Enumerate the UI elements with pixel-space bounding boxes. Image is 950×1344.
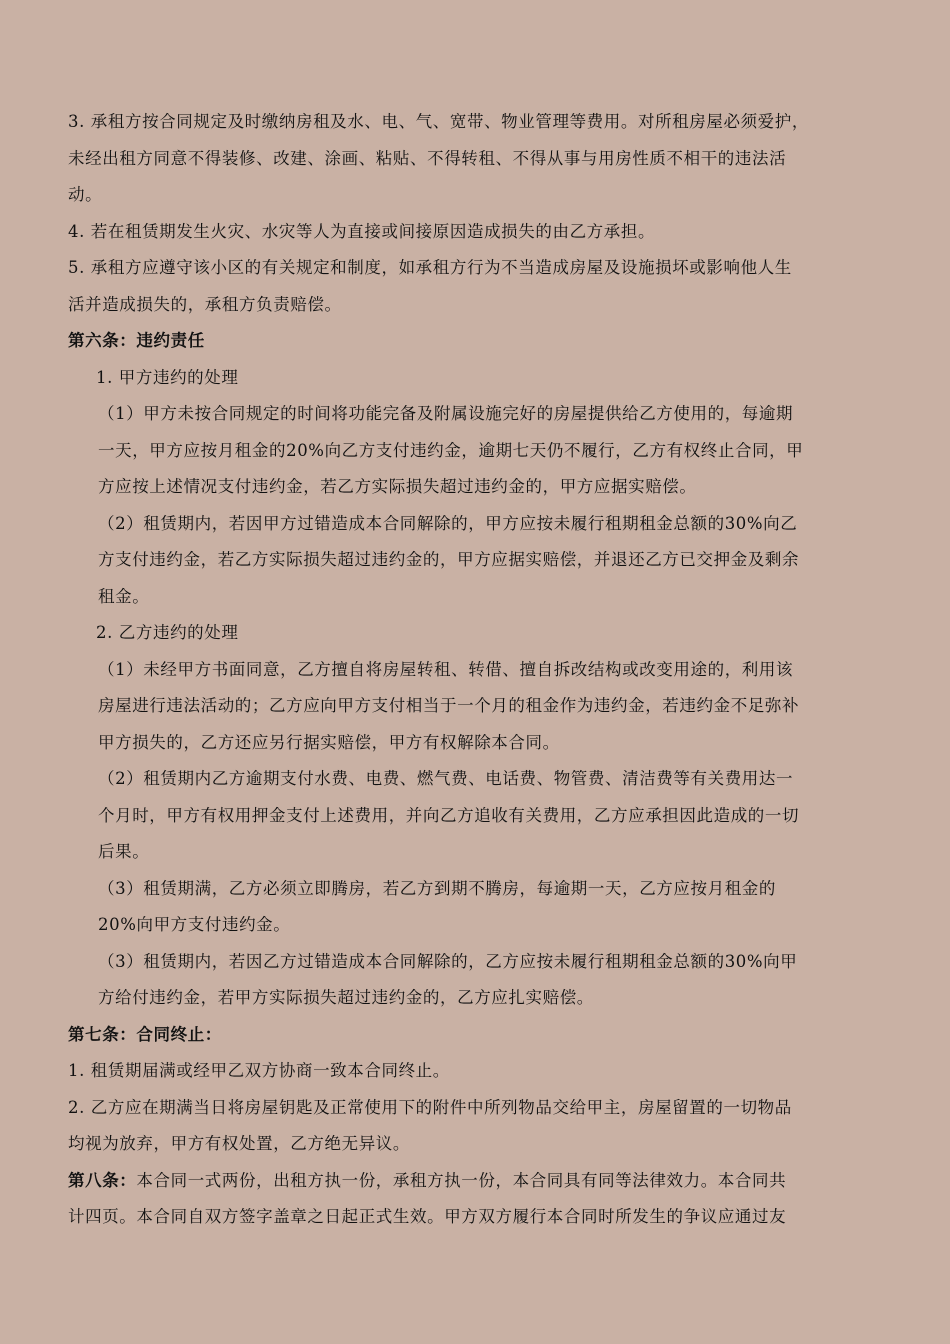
article-7-line-1: 1. 租赁期届满或经甲乙双方协商一致本合同终止。: [68, 1061, 450, 1080]
clause-5-line-1: 5. 承租方应遵守该小区的有关规定和制度，如承租方行为不当造成房屋及设施损坏或影响他人生: [68, 258, 792, 277]
article-8-text-1: 本合同一式两份，出租方执一份，承租方执一份，本合同具有同等法律效力。本合同共: [136, 1170, 787, 1190]
article-6-1-1-line-2: 一天，甲方应按月租金的20%向乙方支付违约金，逾期七天仍不履行，乙方有权终止合同，甲: [98, 440, 804, 460]
article-6-2-1-line-1: （1）未经甲方书面同意，乙方擅自将房屋转租、转借、擅自拆改结构或改变用途的，利用该: [98, 659, 794, 679]
article-6-1-1-line-3: 方应按上述情况支付违约金，若乙方实际损失超过违约金的，甲方应据实赔偿。: [98, 477, 697, 496]
article-6-2-3-line-1: （3）租赁期满，乙方必须立即腾房，若乙方到期不腾房，每逾期一天，乙方应按月租金的: [98, 878, 776, 898]
article-6-2-2-line-1: （2）租赁期内乙方逾期支付水费、电费、燃气费、电话费、物管费、清洁费等有关费用达一: [98, 769, 794, 788]
article-6-2-4-line-2: 方给付违约金，若甲方实际损失超过违约金的，乙方应扎实赔偿。: [98, 988, 594, 1007]
contract-text: [68, 104, 890, 1236]
article-6-sub-2: 2. 乙方违约的处理: [96, 623, 239, 642]
clause-3-line-1: 3. 承租方按合同规定及时缴纳房租及水、电、气、宽带、物业管理等费用。对所租房屋必须爱护，: [68, 112, 809, 131]
article-6-2-1-line-2: 房屋进行违法活动的；乙方应向甲方支付相当于一个月的租金作为违约金，若违约金不足弥补: [98, 696, 800, 715]
article-6-sub-1: 1. 甲方违约的处理: [96, 367, 239, 387]
article-7-line-3: 均视为放弃，甲方有权处置，乙方绝无异议。: [68, 1134, 410, 1153]
clause-3-line-3: 动。: [68, 185, 103, 204]
clause-4-line-1: 4. 若在租赁期发生火灾、水灾等人为直接或间接原因造成损失的由乙方承担。: [68, 221, 656, 241]
article-6-1-2-line-1: （2）租赁期内，若因甲方过错造成本合同解除的，甲方应按未履行租期租金总额的30%向乙: [98, 513, 798, 533]
article-8-heading: 第八条：: [68, 1170, 137, 1190]
article-6-2-3-line-2: 20%向甲方支付违约金。: [98, 915, 291, 934]
article-7-line-2: 2. 乙方应在期满当日将房屋钥匙及正常使用下的附件中所列物品交给甲主，房屋留置的一切物品: [68, 1097, 792, 1117]
article-6-2-4-line-1: （3）租赁期内，若因乙方过错造成本合同解除的，乙方应按未履行租期租金总额的30%向甲: [98, 951, 798, 971]
article-6-1-2-line-2: 方支付违约金，若乙方实际损失超过违约金的，甲方应据实赔偿，并退还乙方已交押金及剩余: [98, 550, 800, 569]
article-6-2-1-line-3: 甲方损失的，乙方还应另行据实赔偿，甲方有权解除本合同。: [98, 732, 560, 752]
article-6-heading: 第六条：违约责任: [68, 331, 205, 350]
article-6-2-2-line-3: 后果。: [98, 842, 150, 861]
article-8-line-1: [68, 1163, 890, 1200]
article-6-2-2-line-2: 个月时，甲方有权用押金支付上述费用，并向乙方追收有关费用，乙方应承担因此造成的一切: [98, 805, 800, 825]
article-6-1-1-line-1: （1）甲方未按合同规定的时间将功能完备及附属设施完好的房屋提供给乙方使用的，每逾期: [98, 404, 794, 423]
clause-5-line-2: 活并造成损失的，承租方负责赔偿。: [68, 294, 342, 314]
article-7-heading: 第七条：合同终止：: [68, 1024, 222, 1044]
article-6-1-2-line-3: 租金。: [98, 586, 150, 606]
clause-3-line-2: 未经出租方同意不得装修、改建、涂画、粘贴、不得转租、不得从事与用房性质不相干的违法活: [68, 148, 787, 168]
article-8-line-2: 计四页。本合同自双方签字盖章之日起正式生效。甲方双方履行本合同时所发生的争议应通过友: [68, 1207, 787, 1226]
